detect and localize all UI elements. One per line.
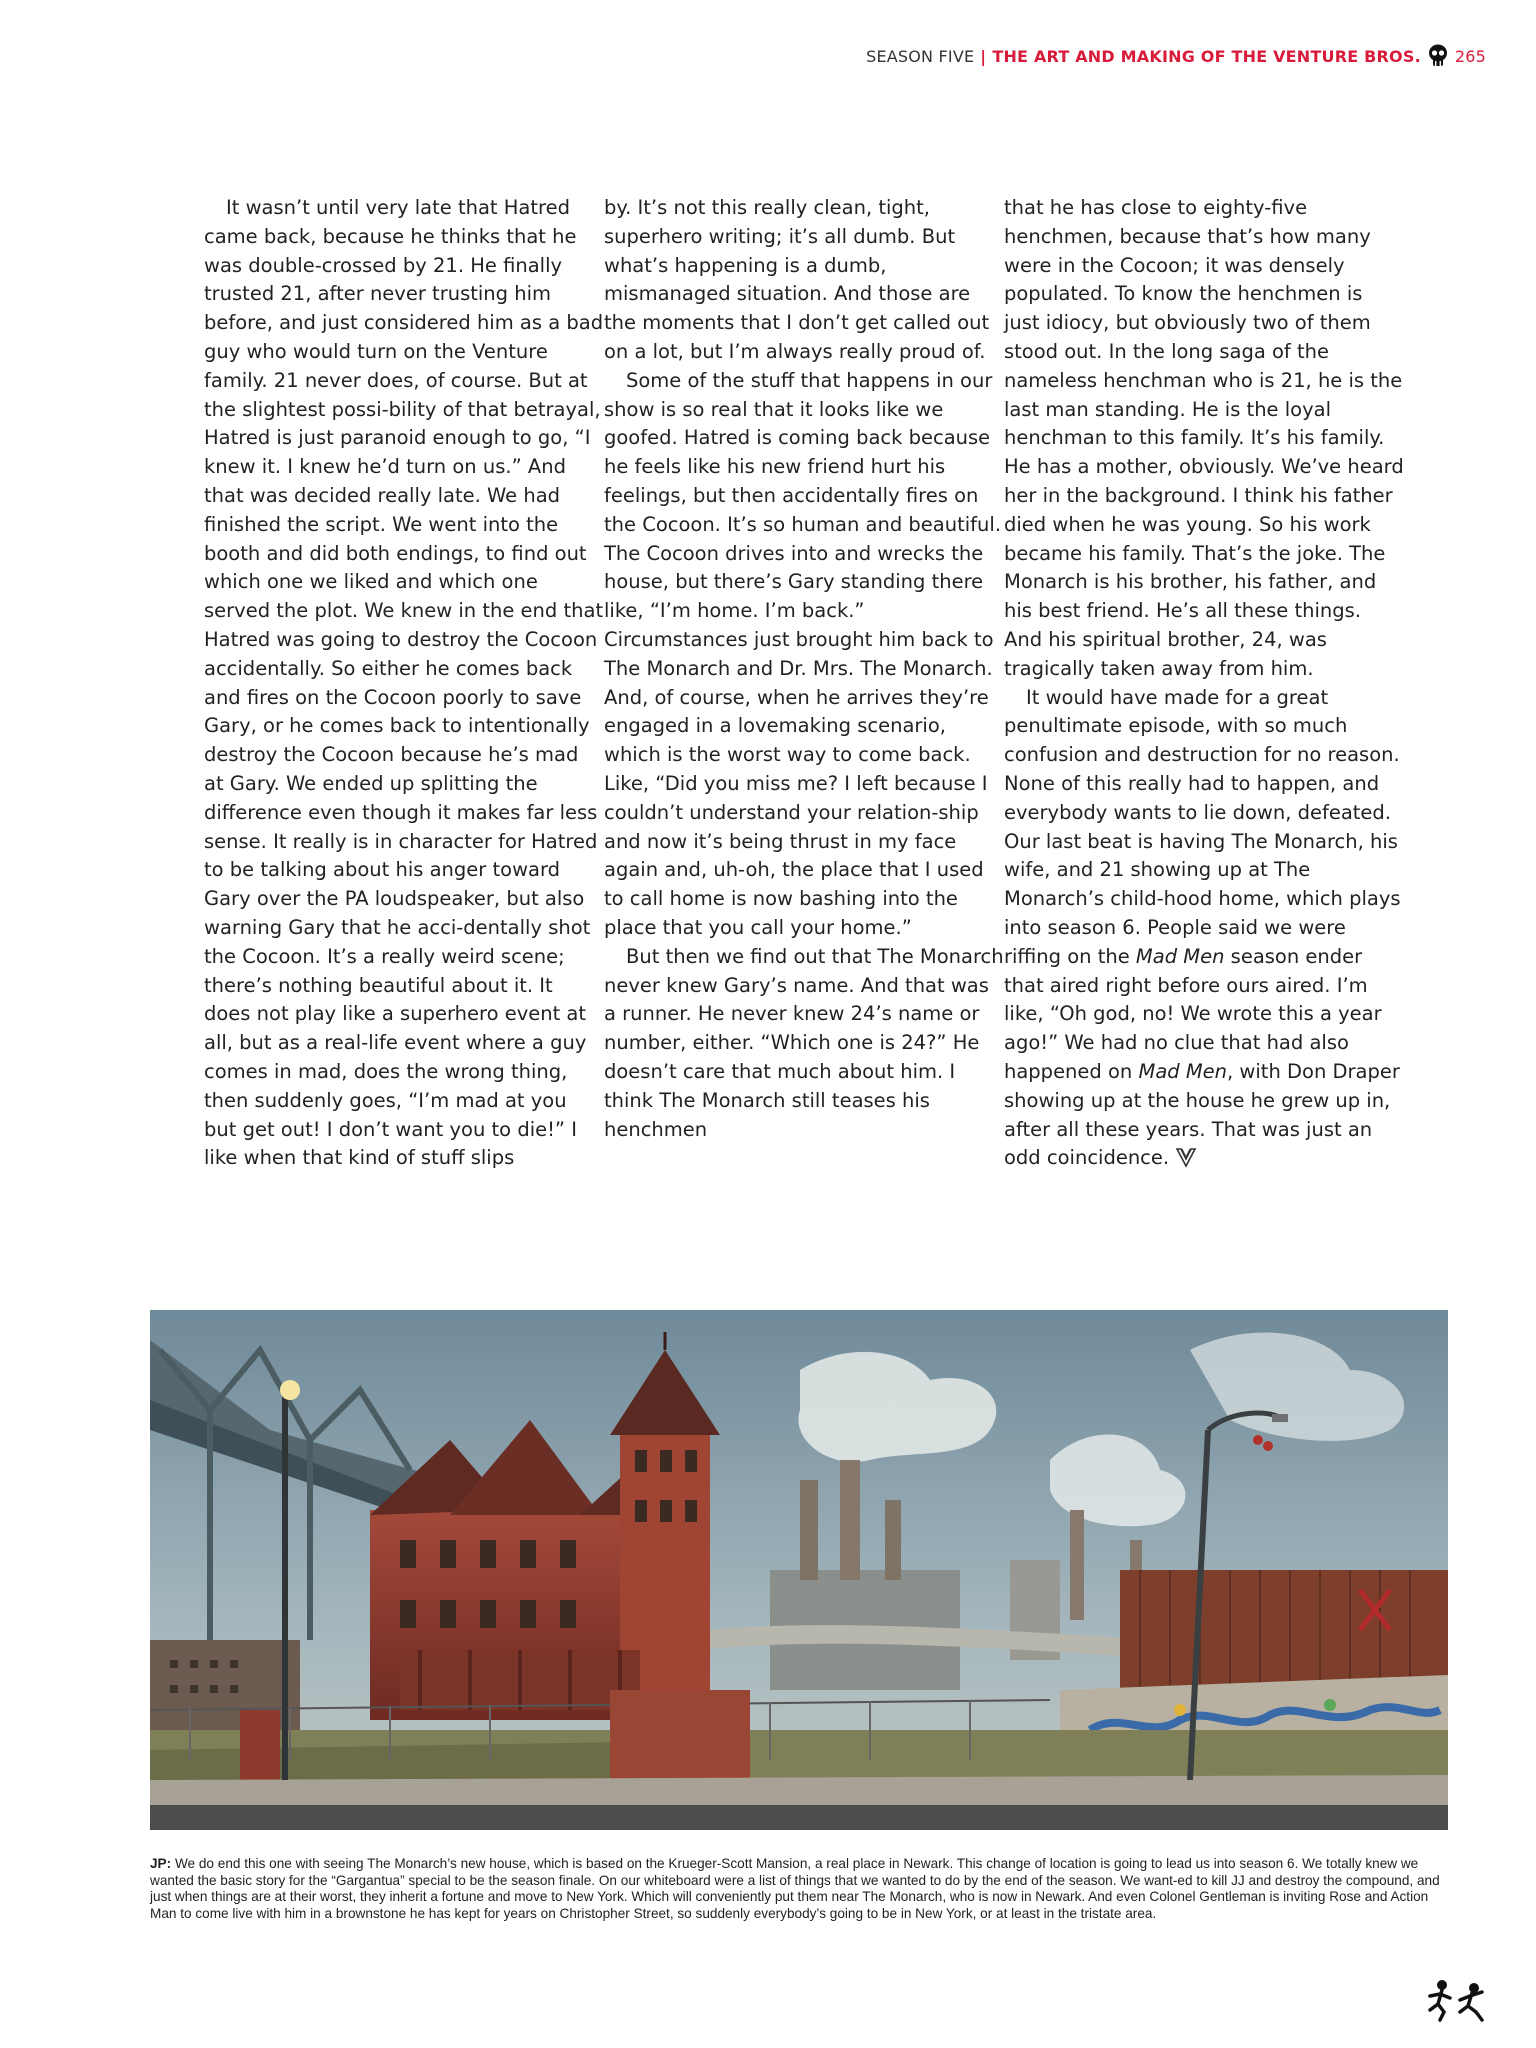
italic-title: Mad Men [1135,944,1225,968]
running-header [866,44,1486,68]
text-column-2 [604,194,1004,1254]
text-column-1 [204,194,604,1254]
text-column-3 [1004,194,1404,1254]
mansion-illustration [150,1310,1448,1830]
illustration-image [150,1310,1448,1830]
running-figures-icon [1420,1978,1490,2022]
article-body [204,194,1404,1254]
paragraph-text: It would have made for a great penultimate episode, with so much confusion and destruction for no reason. None of this really had to happen, and everybody wants to lie down, defeated. Our last beat is having The Monarch, his wife, and 21 showing up at The Monarch’s child-hood home, which plays into season 6. People said we were riffing on the [1004,685,1401,968]
caption-speaker: JP: [150,1856,172,1871]
paragraph: by. It’s not this really clean, tight, superhero writing; it’s all dumb. But what’s happening is a dumb, mismanaged situation. And those are the moments that I don’t get called out on a lot, but I’m always really proud of. [604,196,990,363]
paragraph-text: season ender that aired right before ours aired. I’m like, “Oh god, no! We wrote this a year ago!” We had no clue that had also happened on [1004,944,1382,1083]
page-number: 265 [1454,46,1486,66]
venture-v-logo-icon [1175,1146,1197,1168]
paragraph: Some of the stuff that happens in our show is so real that it looks like we goofed. Hatred is coming back because he feels like his new friend hurt his feelings, but then accidentally fires on the Cocoon. It’s so human and beautiful. The Cocoon drives into and wrecks the house, but there’s Gary standing there like, “I’m home. I’m back.” Circumstances just brought him back to The Monarch and Dr. Mrs. The Monarch. And, of course, when he arrives they’re engaged in a lovemaking scenario, which is the worst way to come back. Like, “Did you miss me? I left because I couldn’t understand your relation-ship and now it’s being thrust in my face again and, uh-oh, the place that I used to call home is now bashing into the place that you call your home.” [604,368,1002,939]
paragraph: that he has close to eighty-five henchmen, because that’s how many were in the Cocoon; it was densely populated. To know the henchmen is just idiocy, but obviously two of them stood out. In the long saga of the nameless henchman who is 21, he is the last man standing. He is the loyal henchman to this family. It’s his family. He has a mother, obviously. We’ve heard her in the background. I think his father died when he was young. So his work became his family. That’s the joke. The Monarch is his brother, his father, and his best friend. He’s all these things. And his spiritual brother, 24, was tragically taken away from him. [1004,196,1404,680]
caption-text: We do end this one with seeing The Monarch’s new house, which is based on the Krueger-Scott Mansion, a real place in Newark. This change of location is going to lead us into season 6. We totally knew we wanted the basic story for the “Gargantua” special to be the season finale. On our whiteboard were a list of things that we wanted to do by the end of the season. We want-ed to kill JJ and destroy the compound, and just when things are at their worst, they inherit a fortune and move to New York. Which will conveniently put them near The Monarch, who is now in Newark. And even Colonel Gentleman is inviting Rose and Action Man to come live with him in a brownstone he has kept for years on Christopher Street, so suddenly everybody’s going to be in New York, or at least in the tristate area. [150,1856,1440,1921]
image-caption [150,1856,1440,1922]
italic-title: Mad Men [1138,1059,1228,1083]
paragraph-text: , with Don Draper showing up at the house he grew up in, after all these years. That was just an odd coincidence. [1004,1059,1400,1170]
book-title: THE ART AND MAKING OF THE VENTURE BROS. [992,46,1421,66]
paragraph: But then we find out that The Monarch never knew Gary’s name. And that was a runner. He never knew 24’s name or number, either. “Which one is 24?” He doesn’t care that much about him. I think The Monarch still teases his henchmen [604,944,1004,1141]
skull-icon [1427,44,1449,68]
paragraph: It wasn’t until very late that Hatred came back, because he thinks that he was double-crossed by 21. He finally trusted 21, after never trusting him before, and just considered him as a bad guy who would turn on the Venture family. 21 never does, of course. But at the slightest possi-bility of that betrayal, Hatred is just paranoid enough to go, “I knew it. I knew he’d turn on us.” And that was decided really late. We had finished the script. We went into the booth and did both endings, to find out which one we liked and which one served the plot. We knew in the end that Hatred was going to destroy the Cocoon accidentally. So either he comes back and fires on the Cocoon poorly to save Gary, or he comes back to intentionally destroy the Cocoon because he’s mad at Gary. We ended up splitting the difference even though it makes far less sense. It really is in character for Hatred to be talking about his anger toward Gary over the PA loudspeaker, but also warning Gary that he acci-dentally shot the Cocoon. It’s a really weird scene; there’s nothing beautiful about it. It does not play like a superhero event at all, but as a real-life event where a guy comes in mad, does the wrong thing, then suddenly goes, “I’m mad at you but get out! I don’t want you to die!” I like when that kind of stuff slips [204,196,604,1170]
header-separator: | [980,46,987,66]
section-label: SEASON FIVE [866,46,975,66]
paragraph [1004,684,1404,1174]
